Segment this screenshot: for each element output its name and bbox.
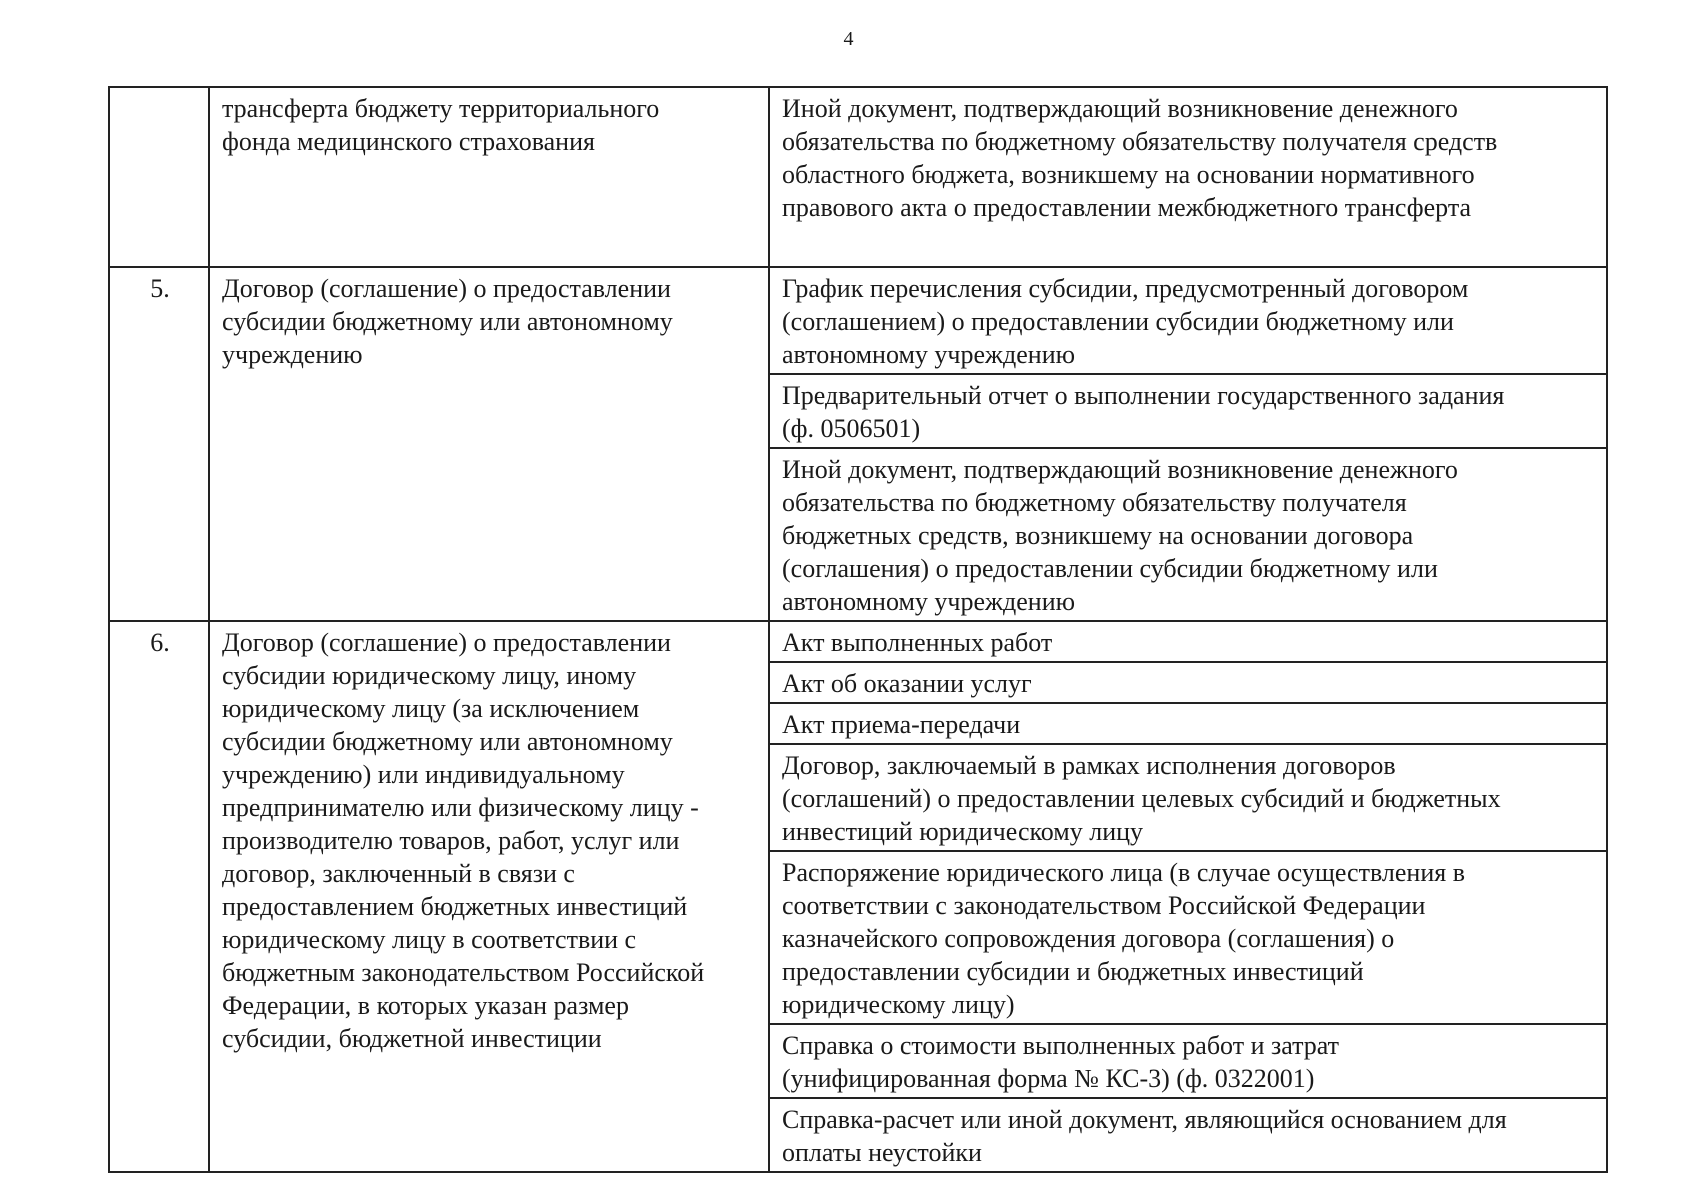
confirming-document-text: Распоряжение юридического лица (в случае осуществления в соответствии с законодательством Российской Федерации казначейского сопровождения договора (соглашения) о предоставлении субсидии и бюджетных инвестиций юридическому лицу)	[782, 858, 1465, 1019]
table-row	[109, 621, 1607, 662]
confirming-document-text: График перечисления субсидии, предусмотренный договором (соглашением) о предоставлении субсидии бюджетному или автономному учреждению	[782, 274, 1469, 369]
confirming-document-text: Справка о стоимости выполненных работ и затрат (унифицированная форма № КС-3) (ф. 0322001)	[782, 1031, 1340, 1093]
confirming-document-cell	[769, 662, 1607, 703]
confirming-document-text: Акт выполненных работ	[782, 628, 1053, 657]
confirming-document-cell	[769, 1024, 1607, 1098]
confirming-document-cell	[769, 744, 1607, 851]
row-number: 6.	[109, 621, 209, 1172]
confirming-document-text: Предварительный отчет о выполнении государственного задания (ф. 0506501)	[782, 381, 1505, 443]
basis-document-cell	[209, 87, 769, 267]
confirming-document-cell	[769, 621, 1607, 662]
basis-document-cell	[209, 267, 769, 621]
basis-document-text: трансферта бюджету территориального фонда медицинского страхования	[222, 94, 660, 156]
table-row	[109, 267, 1607, 374]
confirming-document-cell	[769, 1098, 1607, 1172]
confirming-document-text: Договор, заключаемый в рамках исполнения договоров (соглашений) о предоставлении целевых субсидий и бюджетных инвестиций юридическому лицу	[782, 751, 1501, 846]
confirming-document-cell	[769, 703, 1607, 744]
confirming-document-text: Справка-расчет или иной документ, являющийся основанием для оплаты неустойки	[782, 1105, 1507, 1167]
confirming-document-cell	[769, 448, 1607, 621]
row-number: 5.	[109, 267, 209, 621]
confirming-document-cell	[769, 851, 1607, 1024]
basis-document-cell	[209, 621, 769, 1172]
confirming-document-text: Акт об оказании услуг	[782, 669, 1032, 698]
basis-document-text: Договор (соглашение) о предоставлении субсидии юридическому лицу, иному юридическому лицу (за исключением субсидии бюджетному или автономному учреждению) или индивидуальному предпринимателю или физическому лицу - производителю товаров, работ, услуг или договор, заключенный в связи с предоставлением бюджетных инвестиций юридическому лицу в соответствии с бюджетным законодательством Российской Федерации, в которых указан размер субсидии, бюджетной инвестиции	[222, 628, 705, 1053]
confirming-document-cell	[769, 267, 1607, 374]
basis-document-text: Договор (соглашение) о предоставлении субсидии бюджетному или автономному учреждению	[222, 274, 673, 369]
page-number: 4	[843, 28, 854, 50]
confirming-document-text: Иной документ, подтверждающий возникновение денежного обязательства по бюджетному обязательству получателя бюджетных средств, возникшему на основании договора (соглашения) о предоставлении субсидии бюджетному или автономному учреждению	[782, 455, 1458, 616]
table-row	[109, 87, 1607, 267]
confirming-document-cell	[769, 374, 1607, 448]
confirming-document-text: Иной документ, подтверждающий возникновение денежного обязательства по бюджетному обязательству получателя средств областного бюджета, возникшему на основании нормативного правового акта о предоставлении межбюджетного трансферта	[782, 94, 1498, 222]
confirming-document-cell	[769, 87, 1607, 267]
confirming-document-text: Акт приема-передачи	[782, 710, 1021, 739]
row-number	[109, 87, 209, 267]
documents-table	[108, 86, 1608, 1173]
